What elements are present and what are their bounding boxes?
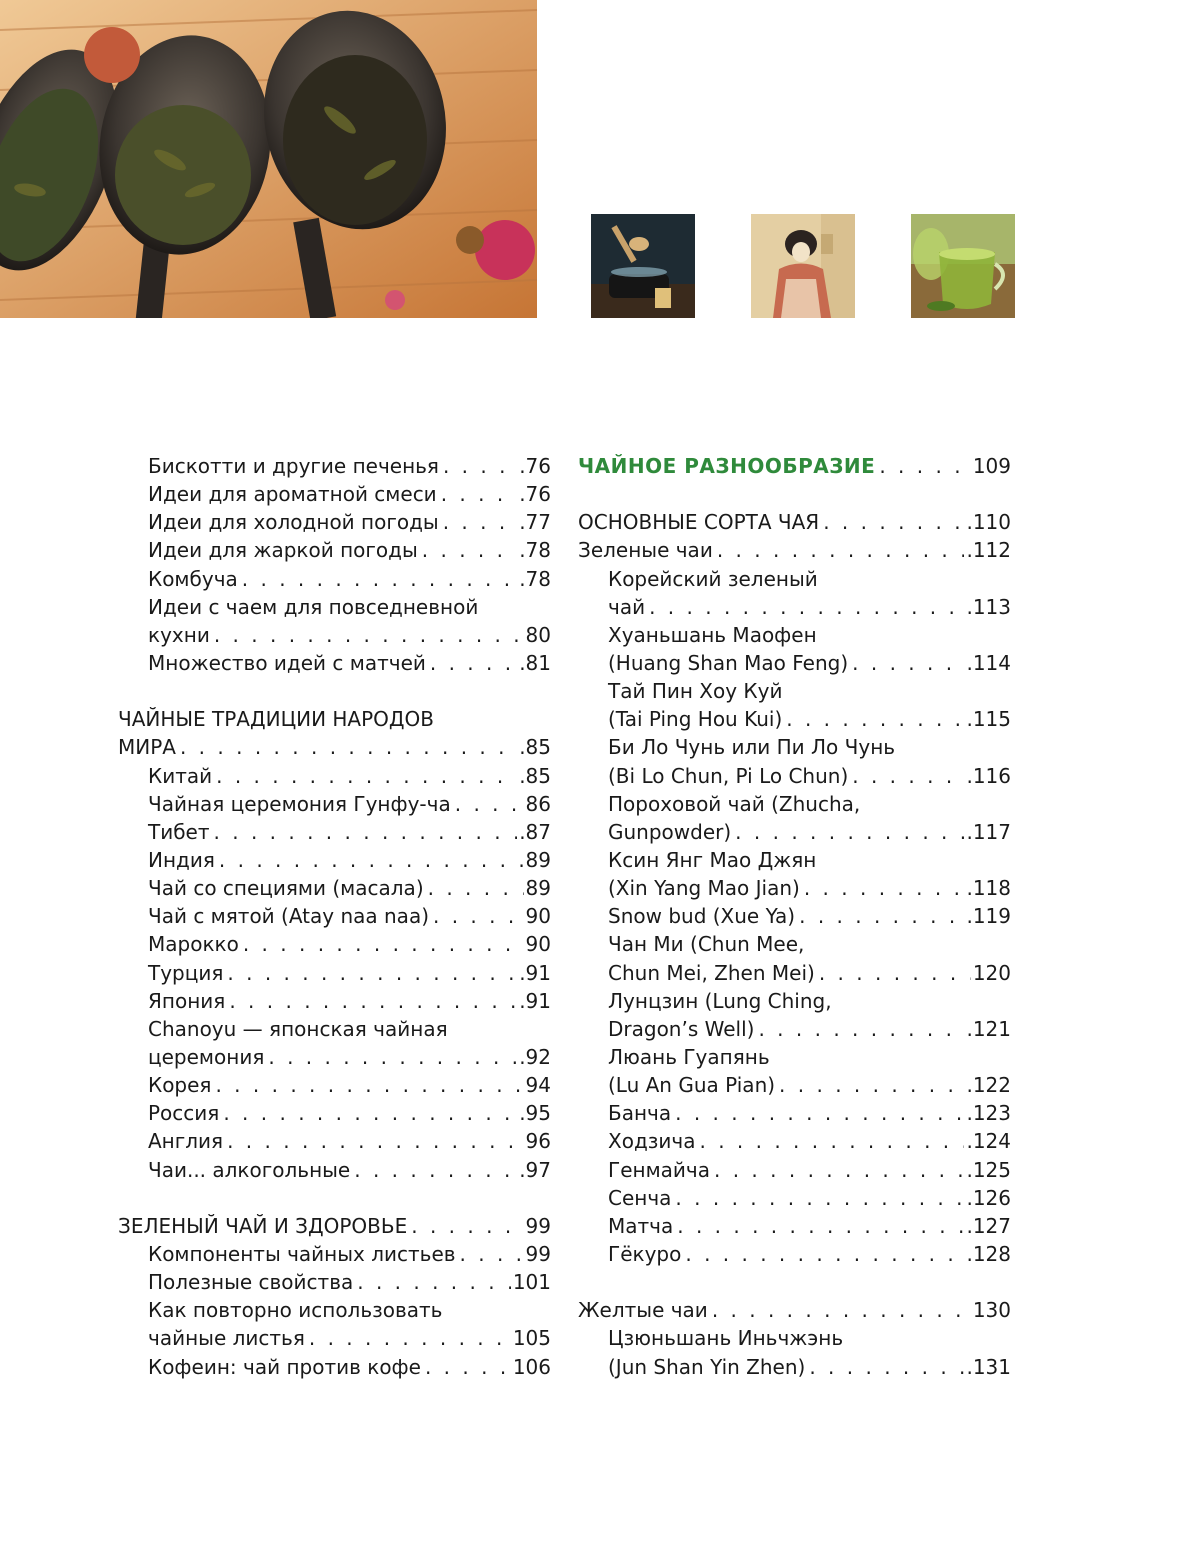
toc-entry-title: Идеи для жаркой погоды: [148, 538, 418, 563]
toc-entry[interactable]: [578, 508, 1011, 536]
toc-entry-title: Как повторно использовать: [148, 1298, 443, 1323]
toc-page-number: .114: [966, 650, 1011, 675]
toc-entry-title: Чан Ми (Chun Mee,: [608, 932, 805, 957]
toc-page-number: .123: [966, 1101, 1011, 1126]
toc-page-number: .91: [519, 988, 551, 1013]
toc-dot-leader: [699, 1127, 964, 1155]
toc-dot-leader: [411, 1212, 523, 1240]
toc-entry-title: чайные листья: [148, 1326, 305, 1351]
toc-dot-leader: [649, 593, 964, 621]
toc-entry-title: церемония: [148, 1044, 265, 1069]
toc-entry[interactable]: [578, 1240, 1011, 1268]
toc-entry-title: Чай с мятой (Atay naa naa): [148, 904, 429, 929]
toc-dot-leader: [214, 621, 524, 649]
toc-page-number: 99: [525, 1213, 551, 1238]
toc-page-number: .115: [966, 707, 1011, 732]
toc-entry[interactable]: [578, 1156, 1011, 1184]
toc-page-number: .77: [519, 510, 551, 535]
toc-page-number: 105: [512, 1326, 551, 1351]
toc-entry[interactable]: [118, 818, 551, 846]
toc-dot-leader: [677, 1212, 964, 1240]
toc-entry-title: Тай Пин Хоу Куй: [608, 679, 783, 704]
toc-entry-title: Банча: [608, 1101, 672, 1126]
toc-entry-title: Гёкуро: [608, 1241, 682, 1266]
toc-entry-title: ЗЕЛЕНЫЙ ЧАЙ И ЗДОРОВЬЕ: [118, 1213, 408, 1238]
toc-page-number: 86: [525, 791, 551, 816]
toc-entry[interactable]: [118, 846, 551, 874]
toc-page-number: .76: [519, 482, 551, 507]
toc-entry[interactable]: [118, 874, 551, 902]
toc-entry-title: ОСНОВНЫЕ СОРТА ЧАЯ: [578, 510, 820, 535]
green-tea-cup-thumbnail: [911, 214, 1015, 318]
toc-entry-title: Кофеин: чай против кофе: [148, 1354, 421, 1379]
toc-entry-title: (Xin Yang Mao Jian): [608, 876, 800, 901]
toc-entry-title: Идеи для холодной погоды: [148, 510, 439, 535]
toc-page-number: .95: [519, 1101, 551, 1126]
toc-entry-title: ЧАЙНОЕ РАЗНООБРАЗИЕ: [578, 454, 876, 478]
toc-entry[interactable]: [578, 1127, 1011, 1155]
toc-dot-leader: [786, 705, 964, 733]
toc-page-number: 96: [525, 1129, 551, 1154]
toc-page-number: 120: [972, 960, 1011, 985]
toc-entry[interactable]: [118, 1240, 551, 1268]
toc-entry[interactable]: [118, 959, 551, 987]
toc-entry-title: Корея: [148, 1073, 212, 1098]
toc-dot-leader: [443, 508, 517, 536]
toc-entry-continuation: [578, 846, 1011, 874]
toc-entry[interactable]: [578, 593, 1011, 621]
toc-page-number: 89: [525, 847, 551, 872]
toc-entry-title: Сенча: [608, 1185, 672, 1210]
toc-entry[interactable]: [118, 480, 551, 508]
toc-entry-title: (Tai Ping Hou Kui): [608, 707, 783, 732]
toc-dot-leader: [460, 1240, 524, 1268]
tea-ceremony-thumbnail: [591, 214, 695, 318]
toc-entry-continuation: [578, 733, 1011, 761]
toc-entry[interactable]: [578, 1296, 1011, 1324]
toc-dot-leader: [441, 480, 518, 508]
toc-entry[interactable]: [578, 536, 1011, 564]
toc-entry[interactable]: [118, 790, 551, 818]
toc-entry-title: Chanoyu — японская чайная: [148, 1016, 448, 1041]
toc-entry-title: МИРА: [118, 735, 176, 760]
toc-entry[interactable]: [118, 536, 551, 564]
toc-page-number: .76: [519, 454, 551, 478]
toc-page-number: .119: [966, 904, 1011, 929]
toc-entry-title: Корейский зеленый: [608, 566, 818, 591]
toc-entry-title: Chun Mei, Zhen Mei): [608, 960, 815, 985]
toc-entry[interactable]: [118, 1212, 551, 1240]
toc-page-number: 106: [512, 1354, 551, 1379]
toc-dot-leader: [819, 959, 971, 987]
toc-page-number: 94: [525, 1073, 551, 1098]
toc-dot-leader: [242, 565, 517, 593]
toc-entry-title: Турция: [148, 960, 224, 985]
toc-entry-title: Цзюньшань Иньчжэнь: [608, 1326, 844, 1351]
toc-entry-title: ЧАЙНЫЕ ТРАДИЦИИ НАРОДОВ: [118, 707, 434, 732]
toc-page-number: .124: [966, 1129, 1011, 1154]
toc-entry[interactable]: [118, 930, 551, 958]
toc-entry-title: Ксин Янг Мао Джян: [608, 847, 817, 872]
toc-spacer: [578, 1268, 1011, 1296]
toc-entry[interactable]: [118, 1268, 551, 1296]
toc-entry-title: (Bi Lo Chun, Pi Lo Chun): [608, 763, 849, 788]
toc-dot-leader: [712, 1296, 971, 1324]
toc-entry-title: Идеи с чаем для повседневной: [148, 594, 479, 619]
toc-page-number: 89: [525, 876, 551, 901]
toc-dot-leader: [879, 452, 970, 480]
toc-entry-title: Тибет: [148, 819, 210, 844]
toc-entry-title: (Lu An Gua Pian): [608, 1073, 776, 1098]
toc-entry-title: Хуаньшань Маофен: [608, 622, 817, 647]
toc-entry-continuation: [578, 677, 1011, 705]
toc-dot-leader: [804, 874, 965, 902]
toc-entry[interactable]: [578, 902, 1011, 930]
toc-page-number: 80: [525, 622, 551, 647]
toc-entry[interactable]: [118, 987, 551, 1015]
toc-entry-continuation: [578, 930, 1011, 958]
toc-page-number: .91: [519, 960, 551, 985]
toc-entry-title: Пороховой чай (Zhucha,: [608, 791, 861, 816]
toc-page-number: 99: [525, 1241, 551, 1266]
toc-entry[interactable]: [118, 452, 551, 480]
toc-entry[interactable]: [578, 874, 1011, 902]
toc-dot-leader: [675, 1099, 964, 1127]
toc-page-number: .117: [966, 819, 1011, 844]
toc-entry-title: Компоненты чайных листьев: [148, 1241, 456, 1266]
toc-entry-continuation: [578, 987, 1011, 1015]
toc-dot-leader: [852, 649, 964, 677]
toc-dot-leader: [223, 1099, 517, 1127]
toc-entry[interactable]: [578, 1212, 1011, 1240]
toc-page-number: .118: [966, 876, 1011, 901]
toc-dot-leader: [215, 1071, 523, 1099]
toc-page-number: 109: [972, 454, 1011, 478]
toc-spacer: [118, 677, 551, 705]
toc-entry[interactable]: [578, 1184, 1011, 1212]
toc-entry[interactable]: [578, 959, 1011, 987]
toc-page-number: .110: [966, 510, 1011, 535]
toc-dot-leader: [758, 1015, 964, 1043]
toc-dot-leader: [685, 1240, 964, 1268]
toc-entry[interactable]: [578, 1071, 1011, 1099]
toc-entry-continuation: [118, 1296, 551, 1324]
toc-page-number: .126: [966, 1185, 1011, 1210]
toc-page-number: 101: [512, 1270, 551, 1295]
toc-entry[interactable]: [118, 1324, 551, 1352]
toc-dot-leader: [214, 818, 518, 846]
toc-dot-leader: [735, 818, 964, 846]
toc-dot-leader: [216, 762, 517, 790]
toc-entry-title: Множество идей с матчей: [148, 650, 426, 675]
toc-entry[interactable]: [118, 1099, 551, 1127]
toc-page-number: .127: [966, 1213, 1011, 1238]
toc-entry-title: Чай со специями (масала): [148, 876, 424, 901]
toc-entry[interactable]: [578, 1099, 1011, 1127]
toc-dot-leader: [219, 846, 524, 874]
toc-dot-leader: [309, 1324, 511, 1352]
toc-page-number: .92: [519, 1044, 551, 1069]
toc-entry-title: Ходзича: [608, 1129, 696, 1154]
toc-entry-title: Идеи для ароматной смеси: [148, 482, 437, 507]
toc-dot-leader: [714, 1156, 964, 1184]
toc-page-number: .122: [966, 1073, 1011, 1098]
toc-entry-title: Генмайча: [608, 1157, 710, 1182]
toc-dot-leader: [823, 508, 964, 536]
toc-entry[interactable]: [118, 902, 551, 930]
toc-spacer: [578, 480, 1011, 508]
toc-page-number: .85: [519, 735, 551, 760]
toc-entry-title: Япония: [148, 988, 226, 1013]
toc-dot-leader: [425, 1353, 511, 1381]
toc-entry[interactable]: [118, 733, 551, 761]
toc-dot-leader: [243, 930, 524, 958]
toc-entry-continuation: [118, 1015, 551, 1043]
toc-entry-title: Люань Гуапянь: [608, 1044, 770, 1069]
toc-dot-leader: [180, 733, 517, 761]
toc-entry-continuation: [578, 790, 1011, 818]
toc-page-number: .125: [966, 1157, 1011, 1182]
toc-entry-title: Бискотти и другие печенья: [148, 454, 439, 478]
toc-column-left: [118, 452, 551, 1381]
toc-dot-leader: [268, 1043, 517, 1071]
toc-page-number: 90: [525, 904, 551, 929]
toc-page-number: .97: [519, 1157, 551, 1182]
toc-page-number: .85: [519, 763, 551, 788]
toc-entry-title: Китай: [148, 763, 213, 788]
toc-spacer: [118, 1184, 551, 1212]
toc-entry-title: Индия: [148, 847, 215, 872]
toc-dot-leader: [357, 1268, 511, 1296]
toc-entry[interactable]: [578, 762, 1011, 790]
toc-entry-continuation: [118, 593, 551, 621]
toc-dot-leader: [799, 902, 964, 930]
toc-page-number: .81: [519, 650, 551, 675]
toc-entry-title: Би Ло Чунь или Пи Ло Чунь: [608, 735, 896, 760]
toc-entry[interactable]: [578, 1353, 1011, 1381]
toc-dot-leader: [428, 874, 524, 902]
toc-dot-leader: [229, 987, 517, 1015]
toc-dot-leader: [443, 452, 517, 480]
toc-dot-leader: [227, 959, 517, 987]
toc-dot-leader: [455, 790, 524, 818]
toc-page-number: 90: [525, 932, 551, 957]
toc-page-number: 130: [972, 1298, 1011, 1323]
toc-entry[interactable]: [118, 1156, 551, 1184]
toc-entry-title: Gunpowder): [608, 819, 732, 844]
toc-entry[interactable]: [578, 818, 1011, 846]
hero-tea-spoons-image: [0, 0, 537, 318]
toc-entry[interactable]: [118, 1043, 551, 1071]
toc-page-number: .78: [519, 566, 551, 591]
toc-entry-title: Россия: [148, 1101, 220, 1126]
toc-page-number: .78: [519, 538, 551, 563]
toc-entry[interactable]: [578, 1015, 1011, 1043]
toc-column-right: [578, 452, 1011, 1381]
toc-dot-leader: [227, 1127, 523, 1155]
toc-entry-title: кухни: [148, 622, 210, 647]
toc-entry-title: чай: [608, 594, 646, 619]
toc-entry[interactable]: [118, 1127, 551, 1155]
toc-page-number: .113: [966, 594, 1011, 619]
toc-dot-leader: [717, 536, 965, 564]
toc-entry-continuation: [578, 621, 1011, 649]
toc-page-number: .116: [966, 763, 1011, 788]
toc-dot-leader: [852, 762, 964, 790]
toc-entry-title: Комбуча: [148, 566, 238, 591]
toc-entry[interactable]: [118, 621, 551, 649]
toc-entry[interactable]: [578, 649, 1011, 677]
toc-entry-title: Чайная церемония Гунфу-ча: [148, 791, 451, 816]
toc-entry[interactable]: [118, 565, 551, 593]
toc-entry[interactable]: [578, 452, 1011, 480]
toc-entry-title: Желтые чаи: [578, 1298, 708, 1323]
toc-entry-title: Полезные свойства: [148, 1270, 354, 1295]
toc-entry[interactable]: [578, 705, 1011, 733]
toc-page-number: .87: [519, 819, 551, 844]
toc-dot-leader: [809, 1353, 964, 1381]
toc-entry-title: (Jun Shan Yin Zhen): [608, 1354, 806, 1379]
toc-entry-title: Snow bud (Xue Ya): [608, 904, 796, 929]
toc-dot-leader: [422, 536, 517, 564]
toc-dot-leader: [779, 1071, 964, 1099]
toc-page-number: .128: [966, 1241, 1011, 1266]
toc-page-number: .121: [966, 1016, 1011, 1041]
toc-page-number: .112: [966, 538, 1011, 563]
toc-entry[interactable]: [118, 1353, 551, 1381]
toc-entry-continuation: [578, 1324, 1011, 1352]
toc-dot-leader: [433, 902, 524, 930]
toc-entry-title: Чаи... алкогольные: [148, 1157, 351, 1182]
toc-entry-continuation: [578, 565, 1011, 593]
toc-entry[interactable]: [118, 762, 551, 790]
toc-entry-title: Марокко: [148, 932, 239, 957]
toc-entry[interactable]: [118, 1071, 551, 1099]
toc-entry-title: Лунцзин (Lung Ching,: [608, 988, 832, 1013]
toc-page-number: .131: [966, 1354, 1011, 1379]
toc-entry-title: Dragon’s Well): [608, 1016, 755, 1041]
toc-entry-title: Зеленые чаи: [578, 538, 713, 563]
toc-entry-continuation: [578, 1043, 1011, 1071]
toc-dot-leader: [675, 1184, 964, 1212]
toc-entry[interactable]: [118, 508, 551, 536]
japanese-print-thumbnail: [751, 214, 855, 318]
toc-entry-title: Англия: [148, 1129, 224, 1154]
toc-entry-title: (Huang Shan Mao Feng): [608, 650, 849, 675]
toc-entry-continuation: [118, 705, 551, 733]
toc-entry-title: Матча: [608, 1213, 674, 1238]
toc-entry[interactable]: [118, 649, 551, 677]
toc-dot-leader: [354, 1156, 517, 1184]
toc-dot-leader: [430, 649, 517, 677]
